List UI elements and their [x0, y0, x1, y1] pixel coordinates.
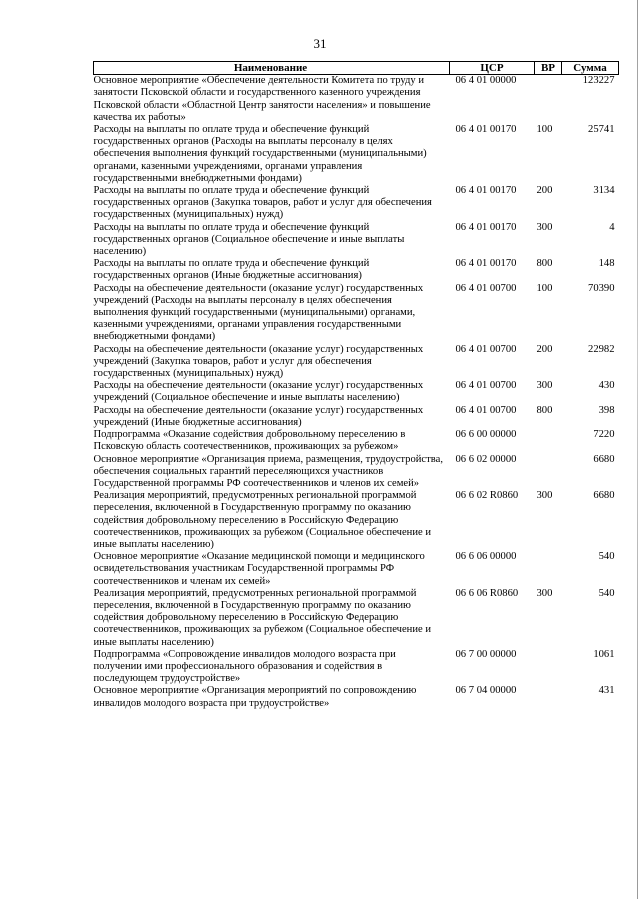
- row-name: Расходы на обеспечение деятельности (оказание услуг) государственных учреждений (Иные бюджетные ассигнования): [93, 404, 424, 428]
- row-vr: 200: [536, 185, 553, 197]
- row-csr: 06 4 01 00170: [455, 221, 517, 233]
- row-name: Расходы на выплаты по оплате труда и обеспечение функций государственных органов (Иные бюджетные ассигнования): [93, 258, 370, 282]
- table-row: [94, 344, 619, 381]
- row-name: Подпрограмма «Сопровождение инвалидов молодого возраста при получении ими профессионального образования и содействия в последующем трудоустройстве»: [93, 648, 396, 685]
- row-vr: 300: [536, 221, 553, 233]
- row-name: Расходы на выплаты по оплате труда и обеспечение функций государственных органов (Социальное обеспечение и иные выплаты населению): [93, 221, 405, 258]
- row-csr: 06 7 04 00000: [455, 685, 517, 697]
- row-vr: 800: [536, 258, 553, 270]
- row-name: Реализация мероприятий, предусмотренных региональной программой переселения, включенной в Государственную программу по оказанию содействия добровольному переселению в Российскую Федерацию соотечественников, проживающих за рубежом (Социальное обеспечение и иные выплаты населению): [93, 587, 432, 648]
- row-vr: [535, 454, 562, 491]
- header-row: [94, 62, 619, 75]
- row-csr: 06 6 06 00000: [455, 551, 517, 563]
- row-name: Расходы на выплаты по оплате труда и обеспечение функций государственных органов (Закупка товаров, работ и услуг для обеспечения государственных (муниципальных) нужд): [93, 185, 432, 221]
- table-row: [94, 454, 619, 491]
- table-row: [94, 75, 619, 124]
- row-sum: 398: [598, 404, 615, 416]
- row-sum: 22982: [588, 343, 615, 355]
- row-csr: 06 4 01 00000: [455, 75, 517, 87]
- row-vr: 100: [536, 124, 553, 136]
- table-header: [94, 62, 619, 75]
- row-vr: 300: [536, 490, 553, 502]
- row-name: Расходы на обеспечение деятельности (оказание услуг) государственных учреждений (Закупка товаров, работ и услуг для обеспечения государственных (муниципальных) нужд): [93, 343, 424, 380]
- row-name: Основное мероприятие «Организация приема, размещения, трудоустройства, обеспечения социальных гарантий переселяющихся участников Государственной программы РФ соотечественников и членов их семей»: [93, 453, 443, 489]
- row-sum: 430: [598, 380, 615, 392]
- row-sum: 70390: [588, 282, 615, 294]
- row-csr: 06 4 01 00700: [455, 404, 517, 416]
- row-csr: 06 4 01 00700: [455, 380, 517, 392]
- row-csr: 06 7 00 00000: [455, 648, 517, 660]
- row-name: Основное мероприятие «Обеспечение деятельности Комитета по труду и занятости Псковской области и государственного казенного учреждения Псковской области «Областной Центр занятости населения» и повышение качества их работы»: [93, 75, 431, 123]
- header-name: Наименование: [94, 62, 450, 75]
- row-csr: 06 4 01 00170: [455, 185, 517, 197]
- row-name: Расходы на обеспечение деятельности (оказание услуг) государственных учреждений (Расходы на выплаты персоналу в целях обеспечения выполнения функций государственными (муниципальными) органами, казенными учреждениями, органами управления государственными внебюджетными фондами): [93, 282, 424, 343]
- row-sum: 25741: [588, 124, 615, 136]
- table-row: [94, 490, 619, 551]
- row-vr: 300: [536, 587, 553, 599]
- header-csr: ЦСР: [450, 62, 535, 75]
- row-sum: 540: [598, 587, 615, 599]
- row-name: Расходы на обеспечение деятельности (оказание услуг) государственных учреждений (Социальное обеспечение и иные выплаты населению): [93, 380, 424, 404]
- scan-edge: [637, 0, 638, 899]
- table-row: [94, 222, 619, 259]
- row-csr: 06 4 01 00170: [455, 124, 517, 136]
- table-row: [94, 685, 619, 709]
- row-csr: 06 6 06 R0860: [455, 587, 519, 599]
- row-vr: [535, 685, 562, 709]
- table-row: [94, 283, 619, 344]
- row-sum: 148: [598, 258, 615, 270]
- row-name: Реализация мероприятий, предусмотренных региональной программой переселения, включенной в Государственную программу по оказанию содействия добровольному переселению в Российскую Федерацию соотечественников, проживающих за рубежом (Социальное обеспечение и иные выплаты населению): [93, 490, 432, 550]
- row-name: Подпрограмма «Оказание содействия добровольному переселению в Псковскую область соотечественников, проживающих за рубежом»: [93, 429, 406, 453]
- row-name: Основное мероприятие «Оказание медицинской помощи и медицинского освидетельствования участникам Государственной программы РФ соотечественников и членам их семей»: [93, 551, 425, 587]
- row-vr: 300: [536, 380, 553, 392]
- row-csr: 06 6 00 00000: [455, 429, 517, 441]
- table-row: [94, 405, 619, 429]
- row-vr: [535, 649, 562, 686]
- row-vr: [535, 429, 562, 453]
- row-csr: 06 4 01 00700: [455, 343, 517, 355]
- row-vr: 100: [536, 282, 553, 294]
- row-sum: 6680: [593, 490, 615, 502]
- row-sum: 3134: [593, 185, 615, 197]
- page-number: 31: [313, 36, 327, 51]
- table-body: [94, 75, 619, 710]
- table-row: [94, 588, 619, 649]
- table-row: [94, 649, 619, 686]
- row-csr: 06 6 02 00000: [455, 453, 517, 465]
- row-sum: 7220: [593, 429, 615, 441]
- row-sum: 123227: [582, 75, 615, 87]
- table-row: [94, 185, 619, 222]
- header-sum: Сумма: [562, 62, 619, 75]
- row-csr: 06 6 02 R0860: [455, 490, 519, 502]
- row-sum: 6680: [593, 453, 615, 465]
- row-name: Расходы на выплаты по оплате труда и обеспечение функций государственных органов (Расходы на выплаты персоналу в целях обеспечения выполнения функций государственными (муниципальными) органами, казенными учреждениями, органами управления государственными внебюджетными фондами): [93, 124, 427, 184]
- row-vr: [535, 551, 562, 588]
- table-row: [94, 380, 619, 404]
- row-vr: [535, 75, 562, 124]
- row-name: Основное мероприятие «Организация мероприятий по сопровождению инвалидов молодого возраста при трудоустройстве»: [93, 685, 417, 709]
- table-row: [94, 551, 619, 588]
- budget-table: [93, 61, 619, 710]
- row-vr: 200: [536, 343, 553, 355]
- row-csr: 06 4 01 00700: [455, 282, 517, 294]
- row-sum: 540: [598, 551, 615, 563]
- header-vr: ВР: [535, 62, 562, 75]
- row-vr: 800: [536, 404, 553, 416]
- row-sum: 431: [598, 685, 615, 697]
- table-row: [94, 258, 619, 282]
- table-row: [94, 429, 619, 453]
- row-sum: 1061: [593, 648, 615, 660]
- row-sum: 4: [609, 221, 615, 233]
- row-csr: 06 4 01 00170: [455, 258, 517, 270]
- table-row: [94, 124, 619, 185]
